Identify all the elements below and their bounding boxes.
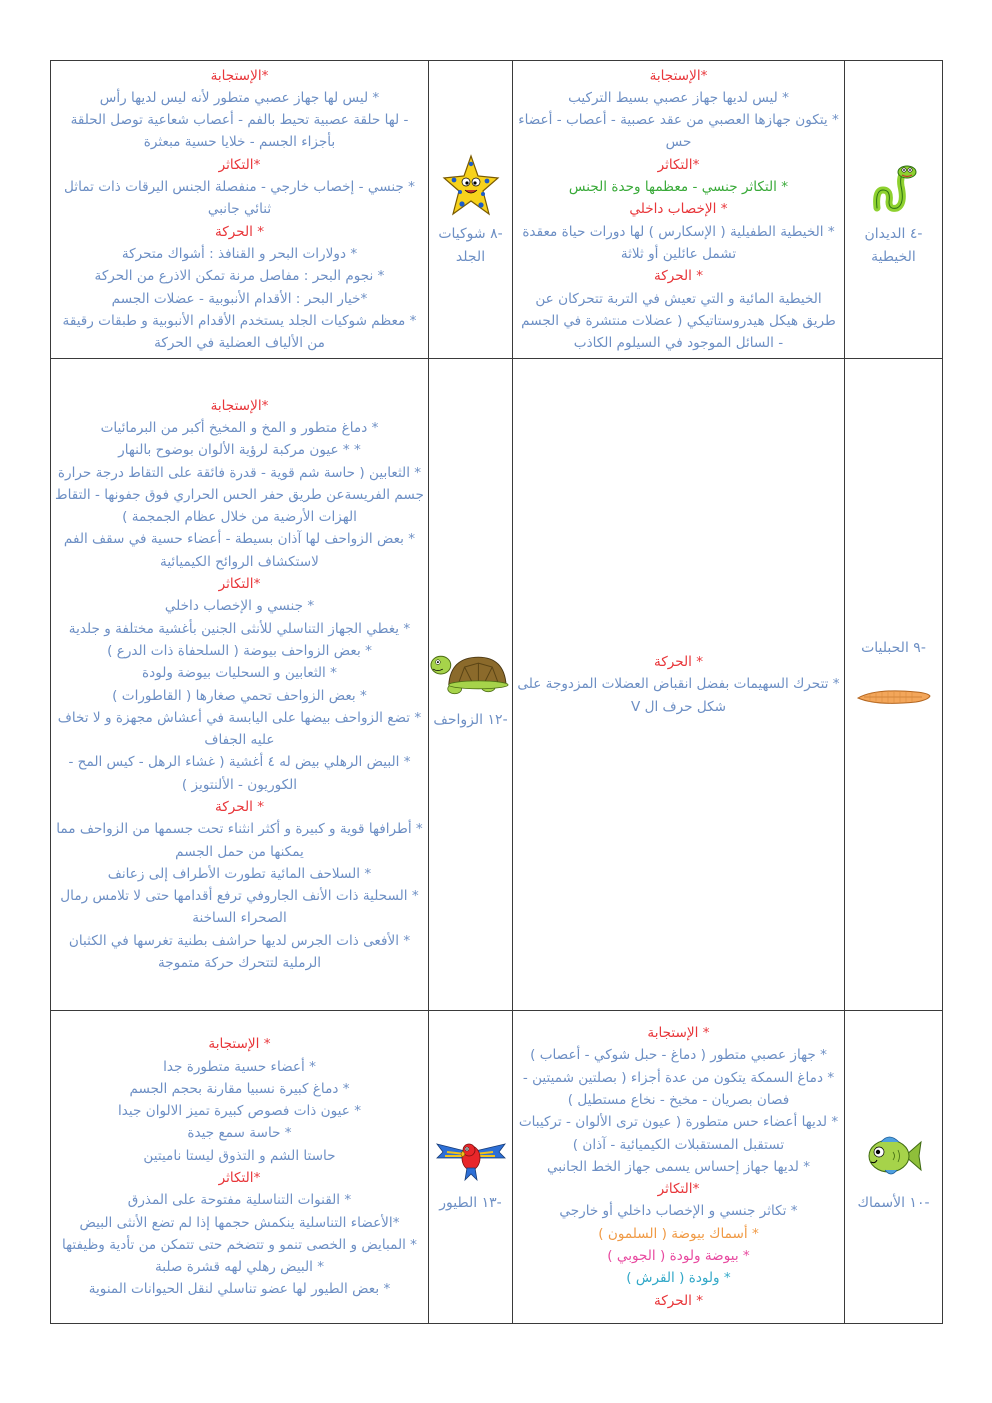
text-line: * جهاز عصبي متطور ( دماغ - حبل شوكي - أعصاب ) (530, 1047, 827, 1064)
table-row (51, 1011, 943, 1324)
heading-reproduction: *التكاثر (218, 156, 261, 173)
text-line: *خيار البحر : الأقدام الأنبوبية - عضلات الجسم (111, 290, 368, 307)
label-cell-reptiles (429, 359, 513, 1011)
label-cell-chordates (845, 359, 943, 1011)
text-line: * السحلية ذات الأنف الجاروفي ترفع أقدامها حتى لا تلامس رمال الصحراء الساخنة (60, 888, 419, 927)
text-line: * الأفعى ذات الجرس لديها حراشف بطنية تغرسها في الكثبان الرملية لتتحرك حركة متموجة (68, 932, 411, 972)
text-line: * السلاحف المائية تطورت الأطراف إلى زعانف (107, 865, 372, 882)
text-line: * الثعابين ( حاسة شم قوية - قدرة فائقة على التقاط درجة حرارة جسم الفريسةعن طريق حفر الحس الحراري فوق جفونها - التقاط الهزات الأرضية من خلال عظام الجمجمة ) (55, 464, 424, 526)
heading-response: * الإستجابة (647, 1025, 710, 1042)
content-text (51, 1033, 428, 1301)
heading-response: *الإستجابة (210, 67, 269, 84)
text-line: * يتكون جهازها العصبي من عقد عصبية - أعصاب - أعضاء حس (518, 112, 839, 151)
content-text (51, 395, 428, 975)
text-line: * ليس لها جهاز عصبي متطور لأنه ليس لديها رأس (99, 89, 380, 106)
parrot-icon (429, 1120, 512, 1192)
text-line: * * عيون مركبة لرؤية الألوان بوضوح بالنهار (118, 442, 361, 459)
heading-reproduction: *التكاثر (218, 576, 261, 593)
heading-response: * الإستجابة (208, 1036, 271, 1053)
text-line: * المبايض و الخصى تنمو و تتضخم حتى تتمكن من تأدية وظيفتها (62, 1236, 417, 1253)
text-line: * دماغ السمكة يتكون من عدة أجزاء ( بصلتين شميتين - فصان بصريان - مخيخ - نخاع مستطيل ) (522, 1069, 835, 1108)
text-line: * دماغ متطور و المخ و المخيخ أكبر من البرمائيات (100, 419, 379, 436)
text-line: * لديها أعضاء حس متطورة ( عيون ترى الألوان - تركيبات تستقبل المستقبلات الكيميائية - آذان ) (518, 1114, 839, 1153)
text-line: * دولارات البحر و القنافذ : أشواك متحركة (121, 245, 358, 262)
text-line: * عيون ذات فصوص كبيرة تميز الالوان جيدا (117, 1103, 362, 1120)
text-line: * أطرافها قوية و كبيرة و أكثر انثناء تحت جسمها من الزواحف مما يمكنها من حمل الجسم (56, 821, 423, 860)
text-line: * تتحرك السهيمات بفضل انقباض العضلات المزدوجة على شكل حرف ال V (517, 676, 840, 715)
text-line: * الخيطية الطفيلية ( الإسكارس ) لها دورات حياة معقدة تشمل عائلين أو ثلاثة (522, 223, 835, 262)
content-text (513, 1022, 844, 1312)
heading-reproduction: *التكاثر (657, 1181, 700, 1198)
heading-movement: * الحركة (214, 798, 265, 815)
heading-reproduction: *التكاثر (657, 156, 700, 173)
text-line: * البيض رهلي لهه قشرة صلبة (154, 1259, 325, 1276)
heading-response: *الإستجابة (210, 397, 269, 414)
text-line: * تكاثر جنسي و الإخصاب داخلي أو خارجي (559, 1203, 798, 1220)
group-label: -١٠ الأسماك (857, 1194, 930, 1211)
text-line: *الأعضاء التناسلية ينكمش حجمها إذا لم تضع الأنثى البيض (79, 1214, 400, 1231)
text-line: * معظم شوكيات الجلد يستخدم الأقدام الأنبوبية و طبقات رقيقة من الألياف العضلية في الحركة (62, 312, 417, 352)
text-line: * بعض الزواحف بيوضة ( السلحفاة ذات الدرع ) (107, 642, 372, 659)
turtle-icon (429, 637, 512, 709)
text-line: * أسماك بيوضة ( السلمون ) (598, 1225, 759, 1242)
fish-icon (845, 1120, 942, 1192)
worm-icon (845, 151, 942, 223)
text-line: الخيطية المائية و التي تعيش في التربة تتحركان عن طريق هيكل هيدروستاتيكي ( عضلات منتشرة في الجسم - السائل الموجود في السيلوم الكاذب (521, 290, 836, 352)
table-row (51, 61, 943, 359)
text-line: * جنسي - إخصاب خارجي - منفصلة الجنس اليرقات ذات تماثل ثنائي جانبي (64, 179, 415, 218)
label-cell-echinoderms (429, 61, 513, 359)
text-line: * البيض الرهلي بيض له ٤ أغشية ( غشاء الرهل - كيس المح - الكوريون - الألنتويز ) (68, 754, 411, 793)
starfish-icon (429, 151, 512, 223)
text-line: * بعض الزواحف تحمي صغارها ( القاطورات ) (112, 687, 367, 704)
group-label: -٩ الحبليات (861, 640, 926, 656)
heading-movement: * الحركة (214, 223, 265, 240)
text-line: * نجوم البحر : مفاصل مرنة تمكن الاذرع من الحركة (94, 268, 385, 285)
text-line: * يغطي الجهاز التناسلي للأنثى الجنين بأغشية مختلفة و جلدية (68, 620, 411, 637)
text-line: * بعض الزواحف لها آذان بسيطة - أعضاء حسية في سقف الفم لاستكشاف الروائح الكيميائية (63, 531, 416, 570)
text-line: * أعضاء حسية متطورة جدا (163, 1058, 316, 1075)
text-line: * بعض الطيور لها عضو تناسلي لنقل الحيوانات المنوية (88, 1281, 391, 1298)
table-row (51, 359, 943, 1011)
text-line: * دماغ كبيرة نسبيا مقارنة بحجم الجسم (129, 1080, 350, 1097)
text-line: - لها حلقة عصبية تحيط بالفم - أعصاب شعاعية توصل الحلقة بأجزاء الجسم - خلايا حسية مبعثرة (70, 112, 409, 151)
text-line: * التكاثر جنسي - معظمها وحدة الجنس (568, 179, 789, 196)
content-cell (513, 61, 845, 359)
text-line: * الثعابين و السحليات بيوضة ولودة (142, 665, 337, 682)
label-cell-birds (429, 1011, 513, 1324)
content-cell (51, 61, 429, 359)
group-label: -١٢ الزواحف (433, 712, 508, 728)
lancelet-icon (845, 660, 942, 732)
group-label: -٤ الديدان الخيطية (864, 225, 923, 265)
label-cell-nematodes (845, 61, 943, 359)
heading-movement: * الحركة (653, 654, 704, 671)
content-cell (51, 359, 429, 1011)
heading-movement: * الحركة (653, 1292, 704, 1309)
text-line: * لديها جهاز إحساس يسمى جهاز الخط الجانبي (546, 1158, 811, 1175)
content-cell (513, 359, 845, 1011)
text-line: حاستا الشم و التذوق ليستا ناميتين (143, 1147, 336, 1164)
text-line: * القنوات التناسلية مفتوحة على المذرق (127, 1192, 352, 1209)
content-cell (51, 1011, 429, 1324)
content-text (513, 65, 844, 355)
text-line: * جنسي و الإخصاب داخلي (164, 598, 315, 615)
text-line: * حاسة سمع جيدة (187, 1125, 292, 1142)
heading-response: *الإستجابة (649, 67, 708, 84)
group-label: -٨ شوكيات الجلد (438, 225, 503, 265)
heading-movement: * الحركة (653, 268, 704, 285)
text-line: * تضع الزواحف بيضها على اليابسة في أعشاش مجهزة و لا تخاف عليه الجفاف (57, 709, 422, 749)
text-line: * ولودة ( القرش ) (626, 1270, 731, 1287)
heading-reproduction: *التكاثر (218, 1170, 261, 1186)
content-cell (513, 1011, 845, 1324)
organisms-table (50, 60, 943, 1324)
group-label: -١٣ الطيور (439, 1194, 502, 1211)
text-line: * بيوضة ولودة ( الجوبي ) (607, 1248, 750, 1265)
label-cell-fish (845, 1011, 943, 1324)
content-text (513, 651, 844, 718)
heading-fertilization: * الإخصاب داخلي (629, 201, 728, 218)
text-line: * ليس لديها جهاز عصبي بسيط التركيب (568, 89, 789, 106)
content-text (51, 65, 428, 355)
